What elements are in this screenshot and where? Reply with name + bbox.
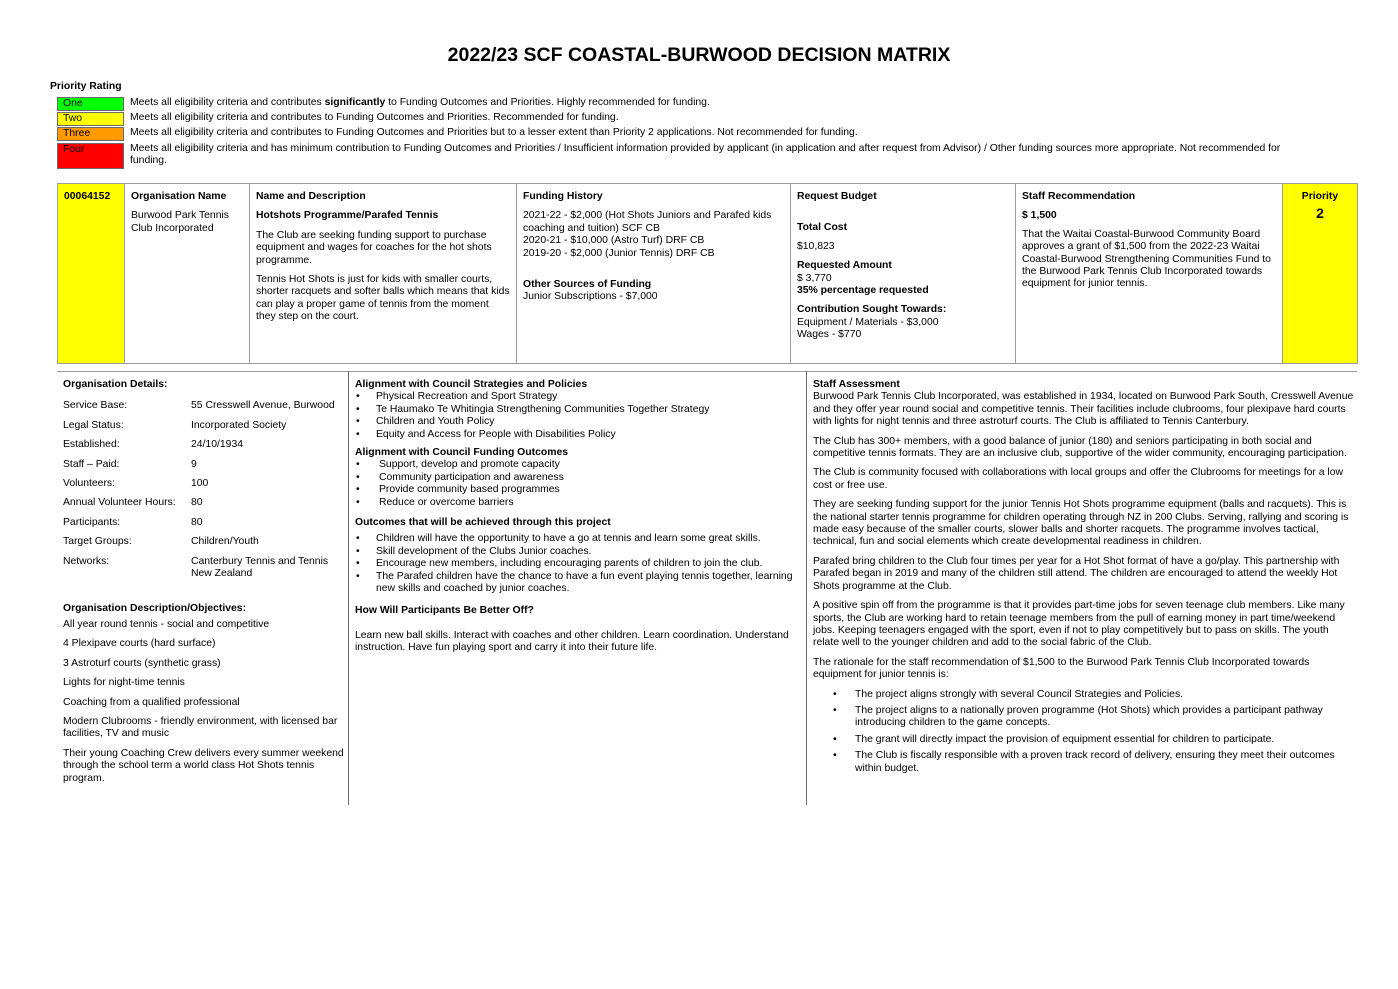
org-description-item: 4 Plexipave courts (hard surface): [63, 638, 216, 650]
list-item: • Children and Youth Policy: [355, 416, 801, 428]
org-description-item: Coaching from a qualified professional: [63, 696, 240, 708]
page-title: 2022/23 SCF COASTAL-BURWOOD DECISION MATRIX: [447, 44, 951, 66]
better-off-text: Learn new ball skills. Interact with coaches and other children. Learn coordination. Understand instruction. Have fun playing sport and carry it into their future life.: [355, 629, 789, 654]
requested-amount-label: Requested Amount: [797, 260, 892, 272]
funding-history-item: 2019-20 - $2,000 (Junior Tennis) DRF CB: [523, 247, 715, 259]
priority-rating-row-three: [57, 127, 1310, 141]
assessment-paragraph: The rationale for the staff recommendation of $1,500 to the Burwood Park Tennis Club Incorporated towards equipment for junior tennis is:: [813, 656, 1310, 681]
priority-desc-two: Meets all eligibility criteria and contributes to Funding Outcomes and Priorities. Recommended for funding.: [130, 112, 619, 123]
org-name: Burwood Park Tennis Club Incorporated: [131, 210, 229, 234]
assessment-paragraph: Parafed bring children to the Club four times per year for a Hot Shot format of have a go/play. This partnership with Parafed began in 2019 and many of the children still attend. The children are encouraged to attend the weekly Hot Shots programme at the Club.: [813, 555, 1340, 592]
priority-rating-heading: Priority Rating: [50, 81, 122, 92]
priority-rating-row-one: [57, 97, 1310, 111]
assessment-paragraph: They are seeking funding support for the junior Tennis Hot Shots programme equipment (balls and racquets). This is the national starter tennis programme for children operating through NZ in 200 Clubs. Serving, rallying and scoring is made easy because of the smaller courts, slower balls and shorter racquets. The programme involves tactical, technical, fun and social elements which create developmental readiness in children.: [813, 499, 1349, 548]
assessment-paragraph: The Club has 300+ members, with a good balance of junior (180) and seniors participating in both social and competitive tennis formats. They are an inclusive club, supportive of the wider community, encouraging participation.: [813, 435, 1347, 460]
contribution-item: Equipment / Materials - $3,000: [797, 316, 939, 328]
priority-rating-row-four: [57, 143, 1310, 169]
section-divider: [57, 371, 1357, 372]
achieved-list: [355, 533, 801, 595]
organisation-description-heading: Organisation Description/Objectives:: [63, 603, 247, 615]
project-description-2: Tennis Hot Shots is just for kids with smaller courts, shorter racquets and softer balls which means that kids can play a proper game of tennis from the moment they step on the court.: [256, 274, 510, 323]
list-item: • The project aligns strongly with several Council Strategies and Policies.: [813, 689, 1355, 701]
assessment-paragraph: Burwood Park Tennis Club Incorporated, was established in 1934, located on Burwood Park South, Cresswell Avenue and they offer year round social and competitive tennis. Their facilities include clubrooms, four plexipave hard courts with lights for night tennis and three astroturf courts. The Club is affiliated to Tennis Canterbury.: [813, 391, 1354, 428]
funding-history-item: 2020-21 - $10,000 (Astro Turf) DRF CB: [523, 235, 705, 247]
list-item: • Reduce or overcome barriers: [355, 497, 801, 509]
org-detail-row: Established: 24/10/1934: [63, 439, 244, 451]
organisation-details-section: [63, 379, 345, 792]
rationale-list: [813, 689, 1355, 775]
priority-rating-row-two: [57, 112, 1310, 126]
org-detail-row: Service Base: 55 Cresswell Avenue, Burwood: [63, 400, 335, 412]
request-budget-header: Request Budget: [797, 191, 877, 202]
org-description-item: Lights for night-time tennis: [63, 677, 185, 689]
org-detail-row: Annual Volunteer Hours: 80: [63, 497, 203, 509]
column-divider: [806, 371, 807, 805]
org-description-item: Modern Clubrooms - friendly environment, with licensed bar facilities, TV and music: [63, 715, 338, 740]
priority-desc-three: Meets all eligibility criteria and contributes to Funding Outcomes and Priorities but to a lesser extent than Priority 2 applications. Not recommended for funding.: [130, 127, 858, 138]
priority-cell: [1283, 184, 1358, 364]
list-item: • Skill development of the Clubs Junior coaches.: [355, 546, 801, 558]
assessment-paragraph: The Club is community focused with collaborations with local groups and offer the Clubrooms for meetings for a low cost or free use.: [813, 467, 1343, 491]
strategies-list: [355, 391, 801, 441]
org-detail-row: Target Groups: Children/Youth: [63, 536, 259, 548]
project-name: Hotshots Programme/Parafed Tennis: [256, 210, 439, 222]
list-item: • Children will have the opportunity to have a go at tennis and learn some great skills.: [355, 533, 801, 545]
contribution-item: Wages - $770: [797, 329, 862, 341]
other-sources: Junior Subscriptions - $7,000: [523, 291, 658, 303]
org-detail-row: Networks: Canterbury Tennis and Tennis New Zealand: [63, 555, 329, 580]
outcomes-heading: Alignment with Council Funding Outcomes: [355, 447, 568, 459]
staff-recommendation-cell: [1016, 184, 1283, 364]
priority-swatch-four: Four: [57, 143, 124, 169]
org-description-item: Their young Coaching Crew delivers every summer weekend through the school term a world class Hot Shots tennis program.: [63, 747, 344, 784]
priority-swatch-two: Two: [57, 112, 124, 126]
name-description-header: Name and Description: [256, 191, 366, 202]
list-item: • Provide community based programmes: [355, 484, 801, 496]
assessment-paragraph: A positive spin off from the programme is that it provides part-time jobs for seven teenage club members. Like many sports, the Club are working hard to retain teenage members from the pull of earning money in part time/weekend jobs. Keeping teenagers engaged with the sport, even if not to play competitively but to pass on skills. The youth relate well to the younger children and add to the social fabric of the Club.: [813, 600, 1345, 649]
strategies-heading: Alignment with Council Strategies and Policies: [355, 379, 588, 390]
staff-assessment-section: [813, 379, 1355, 779]
list-item: • Support, develop and promote capacity: [355, 459, 801, 471]
total-cost: $10,823: [797, 240, 835, 252]
percentage-requested: 35% percentage requested: [797, 285, 929, 297]
priority-swatch-one: One: [57, 97, 124, 111]
org-detail-row: Staff – Paid: 9: [63, 458, 197, 470]
list-item: • Encourage new members, including encouraging parents of children to join the club.: [355, 558, 801, 570]
staff-assessment-heading: Staff Assessment: [813, 379, 900, 390]
project-description-1: The Club are seeking funding support to purchase equipment and wages for coaches for the hot shots programme.: [256, 229, 492, 266]
list-item: • The grant will directly impact the provision of equipment essential for children to participate.: [813, 734, 1355, 746]
staff-recommendation-header: Staff Recommendation: [1022, 191, 1136, 202]
staff-recommendation-text: That the Waitai Coastal-Burwood Community Board approves a grant of $1,500 from the 2022-23 Waitai Coastal-Burwood Strengthening Communities Fund to the Burwood Park Tennis Club Incorporated towards equipment for junior tennis.: [1022, 228, 1271, 290]
better-off-heading: How Will Participants Be Better Off?: [355, 604, 534, 616]
application-id-cell: [58, 184, 125, 364]
priority-desc-four: Meets all eligibility criteria and has minimum contribution to Funding Outcomes and Priorities / Insufficient information provided by applicant (in application and after request from Advisor) / Other funding sources more appropriate. Not recommended for funding.: [130, 143, 1281, 167]
staff-recommendation-amount: $ 1,500: [1022, 210, 1057, 222]
priority-desc-one: Meets all eligibility criteria and contributes significantly to Funding Outcomes and Priorities. Highly recommended for funding.: [130, 97, 710, 108]
outcomes-list: [355, 459, 801, 509]
application-id: 00064152: [64, 191, 111, 202]
list-item: • Equity and Access for People with Disabilities Policy: [355, 429, 801, 441]
funding-history-cell: [517, 184, 791, 364]
achieved-heading: Outcomes that will be achieved through this project: [355, 517, 611, 529]
priority-swatch-three: Three: [57, 127, 124, 141]
alignment-section: [355, 379, 801, 655]
other-sources-header: Other Sources of Funding: [523, 279, 652, 291]
org-name-header: Organisation Name: [131, 191, 227, 202]
org-detail-row: Volunteers: 100: [63, 478, 209, 490]
list-item: • Te Haumako Te Whitingia Strengthening Communities Together Strategy: [355, 404, 801, 416]
priority-value: 2: [1316, 205, 1324, 222]
total-cost-label: Total Cost: [797, 222, 848, 234]
funding-history-item: 2021-22 - $2,000 (Hot Shots Juniors and Parafed kids coaching and tuition) SCF CB: [523, 210, 772, 234]
org-detail-row: Participants: 80: [63, 516, 203, 528]
request-budget-cell: [791, 184, 1016, 364]
org-description-item: All year round tennis - social and competitive: [63, 618, 270, 630]
org-detail-row: Legal Status: Incorporated Society: [63, 419, 287, 431]
requested-amount: $ 3,770: [797, 272, 832, 284]
list-item: • Community participation and awareness: [355, 472, 801, 484]
contribution-label: Contribution Sought Towards:: [797, 304, 947, 316]
org-name-cell: [125, 184, 250, 364]
priority-header: Priority: [1301, 191, 1339, 202]
list-item: • The Club is fiscally responsible with a proven track record of delivery, ensuring they meet their outcomes within budget.: [813, 750, 1355, 775]
list-item: • The Parafed children have the chance to have a fun event playing tennis together, learning new skills and coached by junior coaches.: [355, 571, 801, 596]
org-description-item: 3 Astroturf courts (synthetic grass): [63, 657, 221, 669]
list-item: • The project aligns to a nationally proven programme (Hot Shots) which provides a participant pathway introducing children to the game concepts.: [813, 705, 1355, 730]
list-item: • Physical Recreation and Sport Strategy: [355, 391, 801, 403]
organisation-details-heading: Organisation Details:: [63, 379, 168, 390]
name-description-cell: [250, 184, 517, 364]
summary-table: [57, 183, 1358, 364]
funding-history-header: Funding History: [523, 191, 603, 202]
column-divider: [348, 371, 349, 805]
